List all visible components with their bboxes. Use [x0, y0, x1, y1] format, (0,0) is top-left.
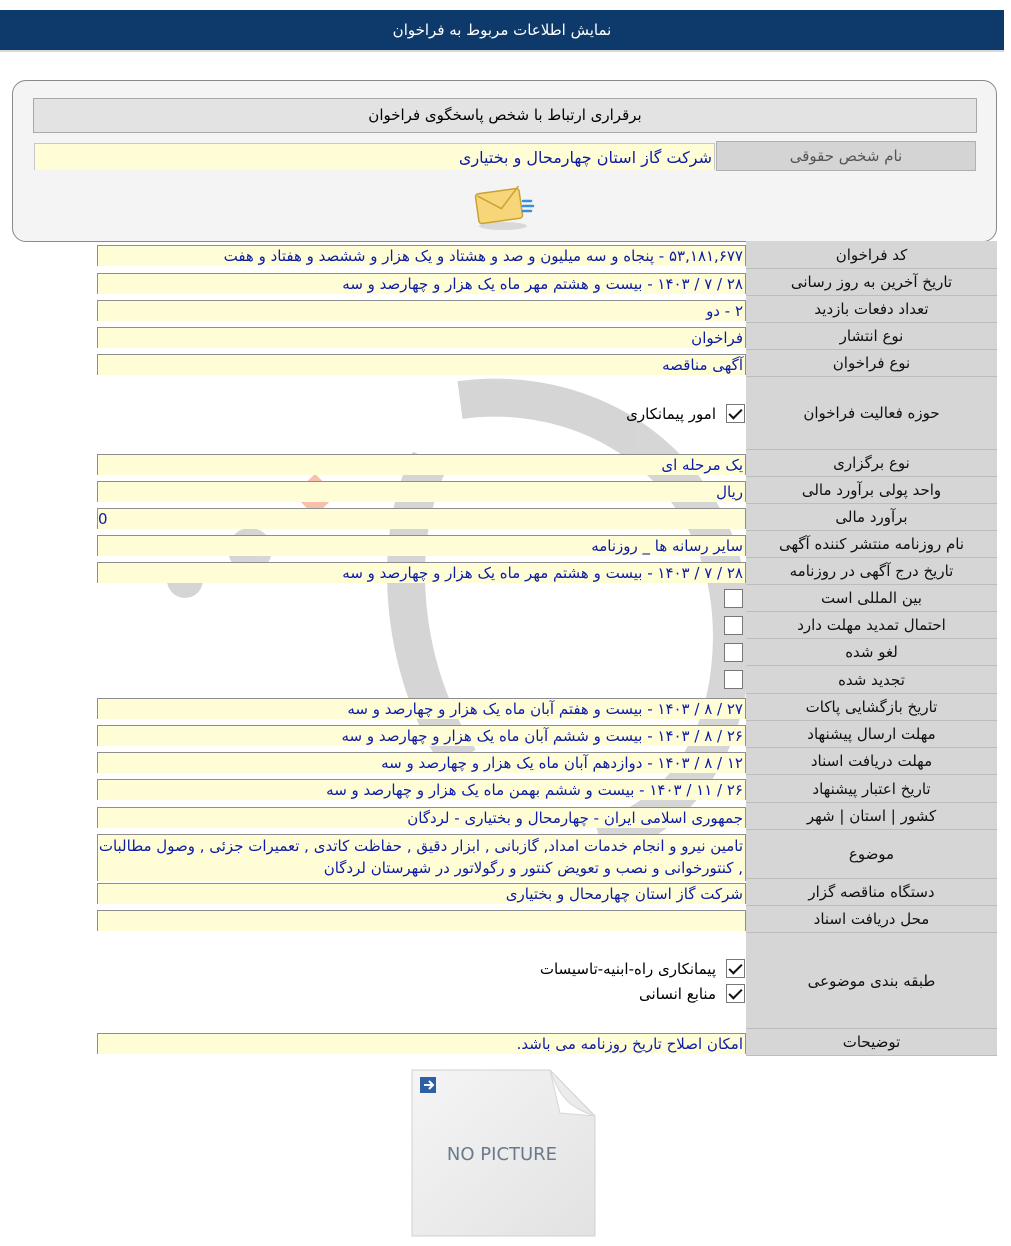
subject-label: موضوع — [746, 830, 997, 879]
contact-panel — [12, 80, 997, 242]
location-value: جمهوری اسلامی ایران - چهارمحال و بختیاری - لردگان — [97, 807, 746, 828]
extended-label: تجدید شده — [746, 666, 997, 694]
row-extended — [97, 666, 997, 694]
cancelled-checkbox[interactable] — [724, 643, 743, 662]
holding-type-label: نوع برگزاری — [746, 450, 997, 477]
row-code — [97, 241, 997, 269]
docs-deadline-value: ۱۲ / ۸ / ۱۴۰۳ - دوازدهم آبان ماه یک هزار و چهارصد و سه — [97, 752, 746, 773]
row-organizer — [97, 879, 997, 906]
subject-value: تامین نیرو و انجام خدمات امداد, گازبانی , ابزار دقیق , حفاظت کاتدی , تعمیرات جزئی , وصول مطالبات , کنتورخوانی و نصب و تعویض کنتور و رگولاتور در شهرستان لردگان — [97, 834, 746, 881]
row-activity — [97, 377, 997, 450]
no-picture-text: NO PICTURE — [446, 1144, 558, 1165]
organizer-label: دستگاه مناقصه گزار — [746, 879, 997, 906]
category-item[interactable] — [540, 959, 745, 978]
call-type-value: آگهی مناقصه — [97, 354, 746, 375]
page-title: نمایش اطلاعات مربوط به فراخوان — [0, 10, 1004, 52]
row-currency — [97, 477, 997, 504]
validity-date-label: تاریخ اعتبار پیشنهاد — [746, 775, 997, 803]
row-category — [97, 933, 997, 1029]
row-call-type — [97, 350, 997, 377]
international-checkbox[interactable] — [724, 589, 743, 608]
currency-label: واحد پولی برآورد مالی — [746, 477, 997, 504]
newspaper-date-label: تاریخ درج آگهی در روزنامه — [746, 558, 997, 585]
row-opening-date — [97, 694, 997, 721]
legal-person-value: شرکت گاز استان چهارمحال و بختیاری — [34, 143, 715, 170]
row-subject — [97, 830, 997, 879]
extension-possible-checkbox[interactable] — [724, 616, 743, 635]
estimate-label: برآورد مالی — [746, 504, 997, 531]
opening-date-label: تاریخ بازگشایی پاکات — [746, 694, 997, 721]
activity-item[interactable] — [626, 404, 745, 423]
code-value: ۵۳,۱۸۱,۶۷۷ - پنجاه و سه میلیون و صد و هشتاد و یک هزار و ششصد و هفتاد و هفت — [97, 245, 746, 266]
row-submit-deadline — [97, 721, 997, 748]
organizer-value: شرکت گاز استان چهارمحال و بختیاری — [97, 883, 746, 904]
extended-checkbox[interactable] — [724, 670, 743, 689]
row-last-update — [97, 269, 997, 296]
visits-value: ۲ - دو — [97, 300, 746, 321]
category-checkbox[interactable] — [726, 959, 745, 978]
row-cancelled — [97, 639, 997, 666]
category-item[interactable] — [639, 984, 745, 1003]
row-docs-place — [97, 906, 997, 933]
validity-date-value: ۲۶ / ۱۱ / ۱۴۰۳ - بیست و ششم بهمن ماه یک هزار و چهارصد و سه — [97, 779, 746, 800]
activity-item-label: امور پیمانکاری — [626, 404, 716, 423]
row-extension-possible — [97, 612, 997, 639]
category-item-label: منابع انسانی — [638, 984, 716, 1003]
docs-place-label: محل دریافت اسناد — [746, 906, 997, 933]
publish-type-label: نوع انتشار — [746, 323, 997, 350]
category-label: طبقه بندی موضوعی — [746, 933, 997, 1029]
currency-value: ریال — [97, 481, 746, 502]
location-label: کشور | استان | شهر — [746, 803, 997, 830]
contact-heading: برقراری ارتباط با شخص پاسخگوی فراخوان — [33, 98, 977, 133]
row-estimate — [97, 504, 997, 531]
category-checkbox[interactable] — [726, 984, 745, 1003]
row-location — [97, 803, 997, 830]
holding-type-value: یک مرحله ای — [97, 454, 746, 475]
estimate-value: 0 — [97, 508, 746, 529]
docs-deadline-label: مهلت دریافت اسناد — [746, 748, 997, 775]
publish-type-value: فراخوان — [97, 327, 746, 348]
row-holding-type — [97, 450, 997, 477]
international-label: بین المللی است — [746, 585, 997, 612]
row-notes — [97, 1029, 997, 1056]
last-update-label: تاریخ آخرین به روز رسانی — [746, 269, 997, 296]
code-label: کد فراخوان — [746, 241, 997, 269]
call-type-label: نوع فراخوان — [746, 350, 997, 377]
last-update-value: ۲۸ / ۷ / ۱۴۰۳ - بیست و هشتم مهر ماه یک هزار و چهارصد و سه — [97, 273, 746, 294]
cancelled-label: لغو شده — [746, 639, 997, 666]
opening-date-value: ۲۷ / ۸ / ۱۴۰۳ - بیست و هفتم آبان ماه یک هزار و چهارصد و سه — [97, 698, 746, 719]
activity-label: حوزه فعالیت فراخوان — [746, 377, 997, 450]
newspaper-date-value: ۲۸ / ۷ / ۱۴۰۳ - بیست و هشتم مهر ماه یک هزار و چهارصد و سه — [97, 562, 746, 583]
docs-place-value — [97, 910, 746, 931]
envelope-icon[interactable] — [471, 181, 539, 231]
row-publish-type — [97, 323, 997, 350]
row-validity-date — [97, 775, 997, 803]
activity-checkbox[interactable] — [726, 404, 745, 423]
visits-label: تعداد دفعات بازدید — [746, 296, 997, 323]
newspaper-label: نام روزنامه منتشر کننده آگهی — [746, 531, 997, 558]
row-visits — [97, 296, 997, 323]
legal-person-label: نام شخص حقوقی — [716, 141, 976, 171]
row-docs-deadline — [97, 748, 997, 775]
row-international — [97, 585, 997, 612]
category-item-label: پیمانکاری راه-ابنیه-تاسیسات — [539, 959, 716, 978]
submit-deadline-value: ۲۶ / ۸ / ۱۴۰۳ - بیست و ششم آبان ماه یک هزار و چهارصد و سه — [97, 725, 746, 746]
notes-value: امکان اصلاح تاریخ روزنامه می باشد. — [97, 1033, 746, 1054]
row-newspaper-date — [97, 558, 997, 585]
no-picture-image[interactable] — [410, 1068, 597, 1238]
extension-possible-label: احتمال تمدید مهلت دارد — [746, 612, 997, 639]
submit-deadline-label: مهلت ارسال پیشنهاد — [746, 721, 997, 748]
row-newspaper — [97, 531, 997, 558]
newspaper-value: سایر رسانه ها _ روزنامه — [97, 535, 746, 556]
notes-label: توضیحات — [746, 1029, 997, 1056]
